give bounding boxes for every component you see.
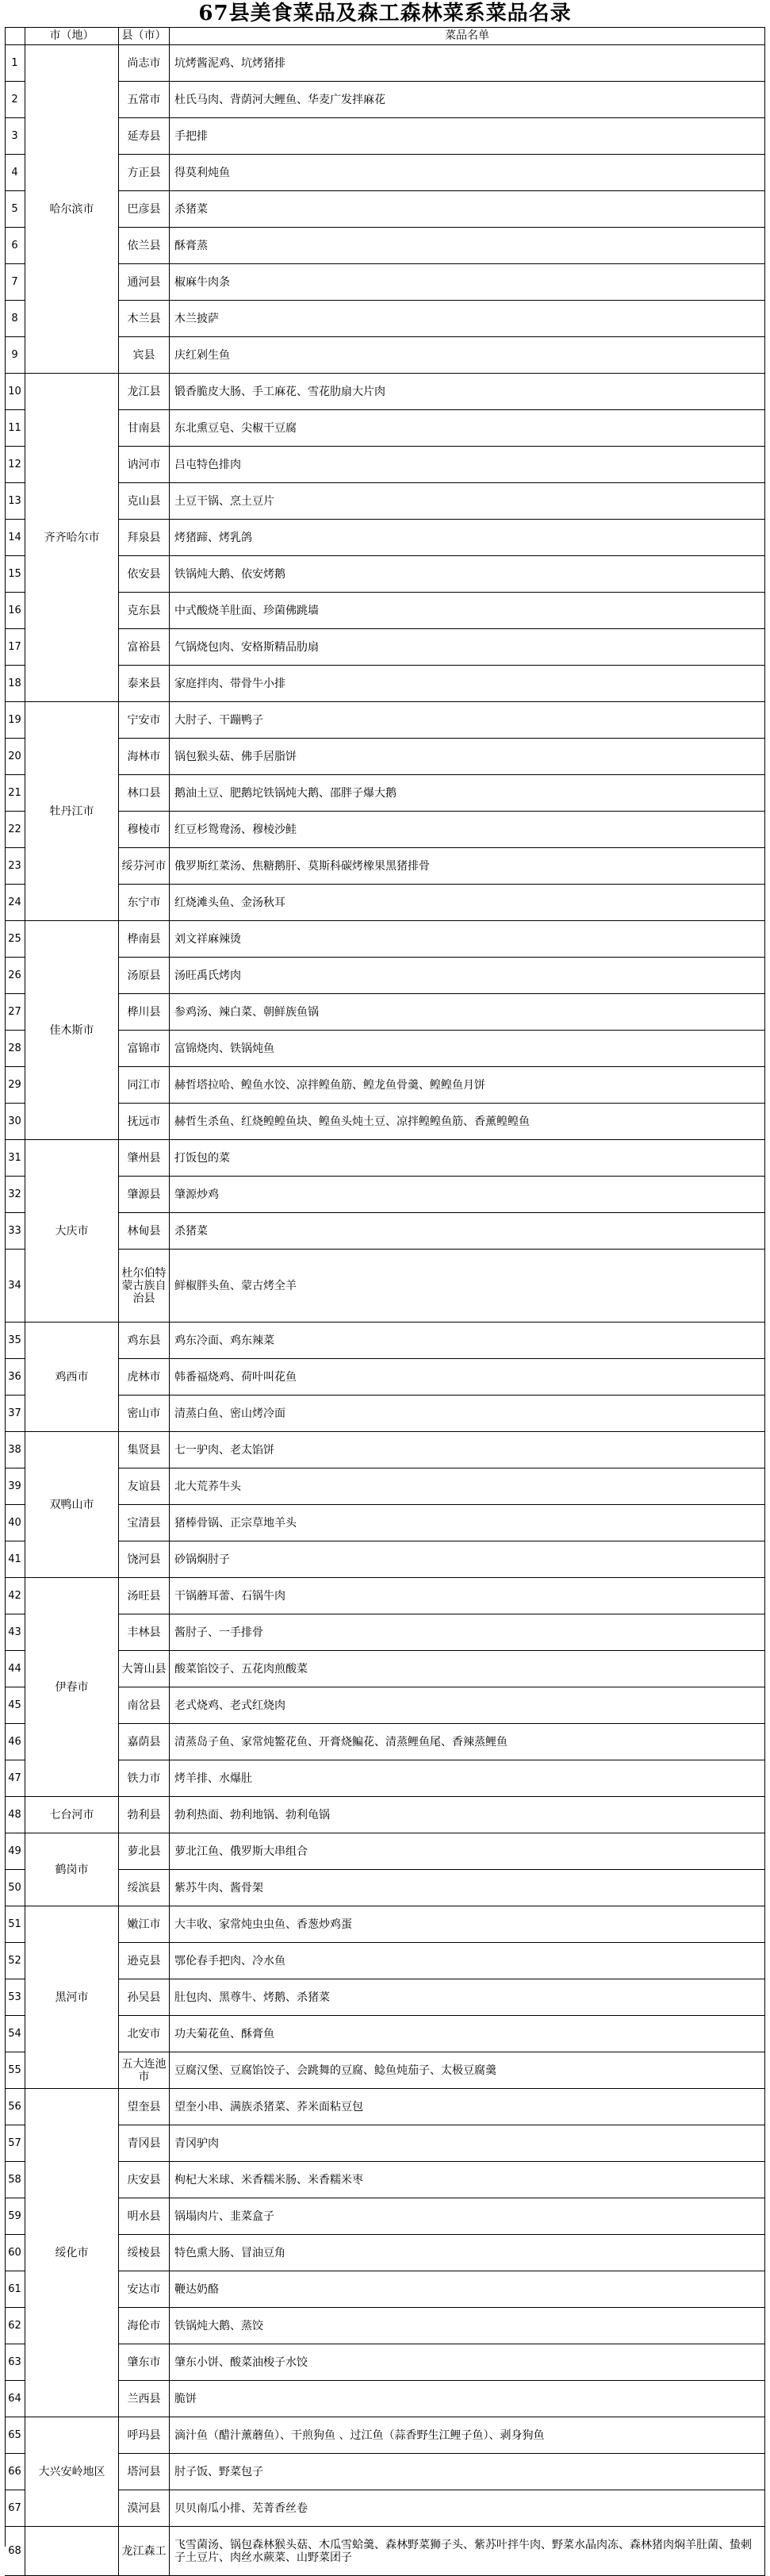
county-name: 鸡东县	[119, 1323, 170, 1359]
county-name: 龙江县	[119, 374, 170, 410]
county-name: 绥滨县	[119, 1870, 170, 1906]
dish-list: 砂锅焖肘子	[170, 1541, 765, 1578]
county-name: 拜泉县	[119, 520, 170, 556]
dish-list: 干锅蘑耳蕾、石锅牛肉	[170, 1578, 765, 1614]
dish-list: 猪棒骨锅、正宗草地羊头	[170, 1505, 765, 1541]
row-number: 4	[5, 155, 25, 191]
row-number: 9	[5, 337, 25, 374]
row-number: 6	[5, 228, 25, 264]
row-number: 61	[5, 2271, 25, 2308]
row-number: 39	[5, 1468, 25, 1505]
county-name: 汤旺县	[119, 1578, 170, 1614]
row-number: 23	[5, 848, 25, 885]
dish-list: 红烧滩头鱼、金汤秋耳	[170, 885, 765, 921]
county-name: 东宁市	[119, 885, 170, 921]
dish-list: 大丰收、家常炖虫虫鱼、香葱炒鸡蛋	[170, 1906, 765, 1943]
county-name: 青冈县	[119, 2125, 170, 2162]
dish-list: 红豆杉鸳鸯汤、穆棱沙鲑	[170, 812, 765, 848]
row-number: 1	[5, 45, 25, 82]
row-number: 30	[5, 1104, 25, 1140]
county-name: 兰西县	[119, 2381, 170, 2417]
dish-list: 赫哲塔拉哈、鳇鱼水饺、凉拌鳇鱼筋、鳇龙鱼骨羹、鳇鳇鱼月饼	[170, 1067, 765, 1104]
dish-list: 肚包肉、黑尊牛、烤鹅、杀猪菜	[170, 1979, 765, 2016]
dish-list: 鞭达奶酪	[170, 2271, 765, 2308]
dish-list: 打饭包的菜	[170, 1140, 765, 1177]
dish-list: 滴汁鱼（醋汁薰蘑鱼）、干煎狗鱼 、过江鱼（蒜香野生江鲤子鱼）、剥身狗鱼	[170, 2417, 765, 2454]
county-name: 泰来县	[119, 666, 170, 702]
county-name: 庆安县	[119, 2162, 170, 2198]
county-name: 海伦市	[119, 2308, 170, 2344]
county-name: 穆棱市	[119, 812, 170, 848]
county-name: 桦川县	[119, 994, 170, 1031]
dish-list: 枸杞大米球、米香糯米肠、米香糯米枣	[170, 2162, 765, 2198]
county-name: 肇东市	[119, 2344, 170, 2381]
dish-list: 望奎小串、满族杀猪菜、荞米面粘豆包	[170, 2089, 765, 2125]
row-number: 62	[5, 2308, 25, 2344]
dish-list: 鲜椒胖头鱼、蒙古烤全羊	[170, 1250, 765, 1323]
county-name: 汤原县	[119, 958, 170, 994]
row-number: 17	[5, 629, 25, 666]
dish-list: 酱肘子、一手排骨	[170, 1614, 765, 1651]
row-number: 28	[5, 1031, 25, 1067]
county-name: 龙江森工	[119, 2527, 170, 2576]
header-dishes: 菜品名单	[170, 27, 765, 45]
county-name: 富裕县	[119, 629, 170, 666]
county-name: 海林市	[119, 739, 170, 775]
dish-list: 杜氏马肉、背荫河大鲤鱼、华麦广发拌麻花	[170, 82, 765, 118]
county-name: 饶河县	[119, 1541, 170, 1578]
county-name: 嘉荫县	[119, 1724, 170, 1760]
row-number: 16	[5, 593, 25, 629]
dish-list: 飞雪菌汤、锅包森林猴头菇、木瓜雪蛤羹、森林野菜狮子头、紫苏叶拌牛肉、野菜水晶肉冻、森林猪肉焖羊肚菌、蛰刺子土豆片、肉丝水蕨菜、山野菜团子	[170, 2527, 765, 2576]
dish-list: 功夫菊花鱼、酥膏鱼	[170, 2016, 765, 2052]
dish-list: 紫苏牛肉、酱骨架	[170, 1870, 765, 1906]
county-name: 安达市	[119, 2271, 170, 2308]
row-number: 55	[5, 2052, 25, 2089]
county-name: 方正县	[119, 155, 170, 191]
county-name: 依安县	[119, 556, 170, 593]
row-number: 13	[5, 483, 25, 520]
row-number: 64	[5, 2381, 25, 2417]
dish-list: 刘文祥麻辣烫	[170, 921, 765, 958]
county-name: 富锦市	[119, 1031, 170, 1067]
county-name: 甘南县	[119, 410, 170, 447]
county-name: 延寿县	[119, 118, 170, 155]
city-name: 绥化市	[25, 2089, 119, 2417]
dish-list: 坑烤酱泥鸡、坑烤猪排	[170, 45, 765, 82]
header-county: 县（市）	[119, 27, 170, 45]
row-number: 36	[5, 1359, 25, 1395]
row-number: 41	[5, 1541, 25, 1578]
row-number: 15	[5, 556, 25, 593]
county-name: 逊克县	[119, 1943, 170, 1979]
county-name: 宝清县	[119, 1505, 170, 1541]
dish-list: 鄂伦春手把肉、冷水鱼	[170, 1943, 765, 1979]
row-number: 47	[5, 1760, 25, 1797]
dish-list: 铁锅炖大鹅、蒸饺	[170, 2308, 765, 2344]
dish-list: 杀猪菜	[170, 1213, 765, 1250]
dish-list: 贝贝南瓜小排、芜菁香丝卷	[170, 2490, 765, 2527]
dish-list: 气锅烧包肉、安格斯精品肋扇	[170, 629, 765, 666]
county-name: 木兰县	[119, 301, 170, 337]
row-number: 35	[5, 1323, 25, 1359]
dish-list: 中式酸烧羊肚面、珍菌佛跳墙	[170, 593, 765, 629]
county-name: 南岔县	[119, 1687, 170, 1724]
county-name: 讷河市	[119, 447, 170, 483]
row-number: 49	[5, 1833, 25, 1870]
county-name: 同江市	[119, 1067, 170, 1104]
county-name: 丰林县	[119, 1614, 170, 1651]
dish-list: 勃利热面、勃利地锅、勃利龟锅	[170, 1797, 765, 1833]
dish-list: 老式烧鸡、老式红烧肉	[170, 1687, 765, 1724]
row-number: 7	[5, 264, 25, 301]
county-name: 望奎县	[119, 2089, 170, 2125]
county-name: 绥芬河市	[119, 848, 170, 885]
row-number: 29	[5, 1067, 25, 1104]
row-number: 68	[5, 2527, 25, 2576]
row-number: 18	[5, 666, 25, 702]
city-name: 鸡西市	[25, 1323, 119, 1432]
dish-list: 七一驴肉、老太馅饼	[170, 1432, 765, 1468]
county-name: 密山市	[119, 1395, 170, 1432]
county-name: 克山县	[119, 483, 170, 520]
row-number: 22	[5, 812, 25, 848]
dish-list: 萝北江鱼、俄罗斯大串组合	[170, 1833, 765, 1870]
row-number: 32	[5, 1177, 25, 1213]
row-number: 12	[5, 447, 25, 483]
row-number: 59	[5, 2198, 25, 2235]
row-number: 54	[5, 2016, 25, 2052]
county-name: 北安市	[119, 2016, 170, 2052]
dish-list: 脆饼	[170, 2381, 765, 2417]
dish-list: 青冈驴肉	[170, 2125, 765, 2162]
row-number: 24	[5, 885, 25, 921]
dish-list: 酸菜馅饺子、五花肉煎酸菜	[170, 1651, 765, 1687]
dish-list: 富锦烧肉、铁锅炖鱼	[170, 1031, 765, 1067]
county-name: 友谊县	[119, 1468, 170, 1505]
county-name: 五大连池市	[119, 2052, 170, 2089]
row-number: 50	[5, 1870, 25, 1906]
county-name: 宾县	[119, 337, 170, 374]
county-name: 林甸县	[119, 1213, 170, 1250]
county-name: 肇源县	[119, 1177, 170, 1213]
dish-list: 参鸡汤、辣白菜、朝鲜族鱼锅	[170, 994, 765, 1031]
row-number: 44	[5, 1651, 25, 1687]
row-number: 63	[5, 2344, 25, 2381]
dish-list: 北大荒荞牛头	[170, 1468, 765, 1505]
dish-list: 肘子饭、野菜包子	[170, 2454, 765, 2490]
dish-list: 锻香脆皮大肠、手工麻花、雪花肋扇大片肉	[170, 374, 765, 410]
row-number: 42	[5, 1578, 25, 1614]
dish-list: 锅塌肉片、韭菜盒子	[170, 2198, 765, 2235]
dish-list: 东北熏豆皂、尖椒干豆腐	[170, 410, 765, 447]
county-name: 集贤县	[119, 1432, 170, 1468]
county-name: 嫩江市	[119, 1906, 170, 1943]
dish-list: 土豆干锅、烹土豆片	[170, 483, 765, 520]
dish-list: 手把排	[170, 118, 765, 155]
row-number: 14	[5, 520, 25, 556]
row-number: 53	[5, 1979, 25, 2016]
row-number: 19	[5, 702, 25, 739]
city-name: 佳木斯市	[25, 921, 119, 1140]
dish-list: 韩番福烧鸡、荷叶叫花鱼	[170, 1359, 765, 1395]
row-number: 34	[5, 1250, 25, 1323]
county-name: 绥棱县	[119, 2235, 170, 2271]
county-name: 虎林市	[119, 1359, 170, 1395]
dish-list: 家庭拌肉、带骨牛小排	[170, 666, 765, 702]
dish-list: 酥膏蒸	[170, 228, 765, 264]
row-number: 27	[5, 994, 25, 1031]
dish-list: 吕屯特色排肉	[170, 447, 765, 483]
header-no	[5, 27, 25, 45]
header-city: 市（地）	[25, 27, 119, 45]
county-name: 孙吴县	[119, 1979, 170, 2016]
dish-list: 清蒸岛子鱼、家常炖鳘花鱼、开膏烧鳊花、清蒸鲤鱼尾、香辣蒸鲤鱼	[170, 1724, 765, 1760]
row-number: 31	[5, 1140, 25, 1177]
county-name: 大箐山县	[119, 1651, 170, 1687]
dish-list: 鸡东冷面、鸡东辣菜	[170, 1323, 765, 1359]
row-number: 10	[5, 374, 25, 410]
dish-list: 汤旺禹氏烤肉	[170, 958, 765, 994]
county-name: 塔河县	[119, 2454, 170, 2490]
dish-list: 肇源炒鸡	[170, 1177, 765, 1213]
row-number: 52	[5, 1943, 25, 1979]
row-number: 58	[5, 2162, 25, 2198]
row-number: 57	[5, 2125, 25, 2162]
city-name: 黑河市	[25, 1906, 119, 2089]
row-number: 65	[5, 2417, 25, 2454]
city-name: 大兴安岭地区	[25, 2417, 119, 2527]
dish-list: 椒麻牛肉条	[170, 264, 765, 301]
county-name: 林口县	[119, 775, 170, 812]
city-name	[25, 2527, 119, 2576]
row-number: 33	[5, 1213, 25, 1250]
county-name: 呼玛县	[119, 2417, 170, 2454]
city-name: 大庆市	[25, 1140, 119, 1323]
row-number: 46	[5, 1724, 25, 1760]
county-name: 宁安市	[119, 702, 170, 739]
row-number: 45	[5, 1687, 25, 1724]
row-number: 11	[5, 410, 25, 447]
county-name: 肇州县	[119, 1140, 170, 1177]
row-number: 26	[5, 958, 25, 994]
dish-list: 鹅油土豆、肥鹅坨铁锅炖大鹅、邵胖子爆大鹅	[170, 775, 765, 812]
dish-list: 烤猪蹄、烤乳鸽	[170, 520, 765, 556]
dish-list: 赫哲生杀鱼、红烧鳇鳇鱼块、鳇鱼头炖土豆、凉拌鳇鳇鱼筋、香薰鳇鳇鱼	[170, 1104, 765, 1140]
row-number: 67	[5, 2490, 25, 2527]
city-name: 哈尔滨市	[25, 45, 119, 374]
city-name: 双鸭山市	[25, 1432, 119, 1578]
county-name: 勃利县	[119, 1797, 170, 1833]
row-number: 8	[5, 301, 25, 337]
county-name: 桦南县	[119, 921, 170, 958]
row-number: 66	[5, 2454, 25, 2490]
dish-table	[5, 27, 765, 2564]
row-number: 60	[5, 2235, 25, 2271]
dish-list: 烤羊排、水爆肚	[170, 1760, 765, 1797]
row-number: 25	[5, 921, 25, 958]
city-name: 七台河市	[25, 1797, 119, 1833]
row-number: 37	[5, 1395, 25, 1432]
county-name: 铁力市	[119, 1760, 170, 1797]
row-number: 5	[5, 191, 25, 228]
dish-list: 豆腐汉堡、豆腐馅饺子、会跳舞的豆腐、鲶鱼炖茄子、太极豆腐羹	[170, 2052, 765, 2089]
dish-list: 杀猪菜	[170, 191, 765, 228]
dish-list: 肇东小饼、酸菜油梭子水饺	[170, 2344, 765, 2381]
dish-list: 锅包猴头菇、佛手居脂饼	[170, 739, 765, 775]
dish-list: 清蒸白鱼、密山烤冷面	[170, 1395, 765, 1432]
county-name: 萝北县	[119, 1833, 170, 1870]
dish-list: 木兰披萨	[170, 301, 765, 337]
county-name: 尚志市	[119, 45, 170, 82]
row-number: 51	[5, 1906, 25, 1943]
row-number: 48	[5, 1797, 25, 1833]
county-name: 抚远市	[119, 1104, 170, 1140]
row-number: 56	[5, 2089, 25, 2125]
dish-list: 庆红剁生鱼	[170, 337, 765, 374]
county-name: 依兰县	[119, 228, 170, 264]
city-name: 牡丹江市	[25, 702, 119, 921]
dish-list: 得莫利炖鱼	[170, 155, 765, 191]
dish-list: 铁锅炖大鹅、依安烤鹅	[170, 556, 765, 593]
row-number: 21	[5, 775, 25, 812]
county-name: 通河县	[119, 264, 170, 301]
dish-list: 俄罗斯红菜汤、焦糖鹅肝、莫斯科碳烤橡果黑猪排骨	[170, 848, 765, 885]
city-name: 齐齐哈尔市	[25, 374, 119, 702]
row-number: 43	[5, 1614, 25, 1651]
row-number: 38	[5, 1432, 25, 1468]
row-number: 40	[5, 1505, 25, 1541]
row-number: 2	[5, 82, 25, 118]
county-name: 杜尔伯特蒙古族自治县	[119, 1250, 170, 1323]
county-name: 漠河县	[119, 2490, 170, 2527]
county-name: 五常市	[119, 82, 170, 118]
city-name: 鹤岗市	[25, 1833, 119, 1906]
county-name: 明水县	[119, 2198, 170, 2235]
county-name: 巴彦县	[119, 191, 170, 228]
page-title: 67县美食菜品及森工森林菜系菜品名录	[198, 2, 572, 25]
county-name: 克东县	[119, 593, 170, 629]
dish-list: 特色熏大肠、冒油豆角	[170, 2235, 765, 2271]
city-name: 伊春市	[25, 1578, 119, 1797]
row-number: 3	[5, 118, 25, 155]
dish-list: 大肘子、干蹦鸭子	[170, 702, 765, 739]
row-number: 20	[5, 739, 25, 775]
